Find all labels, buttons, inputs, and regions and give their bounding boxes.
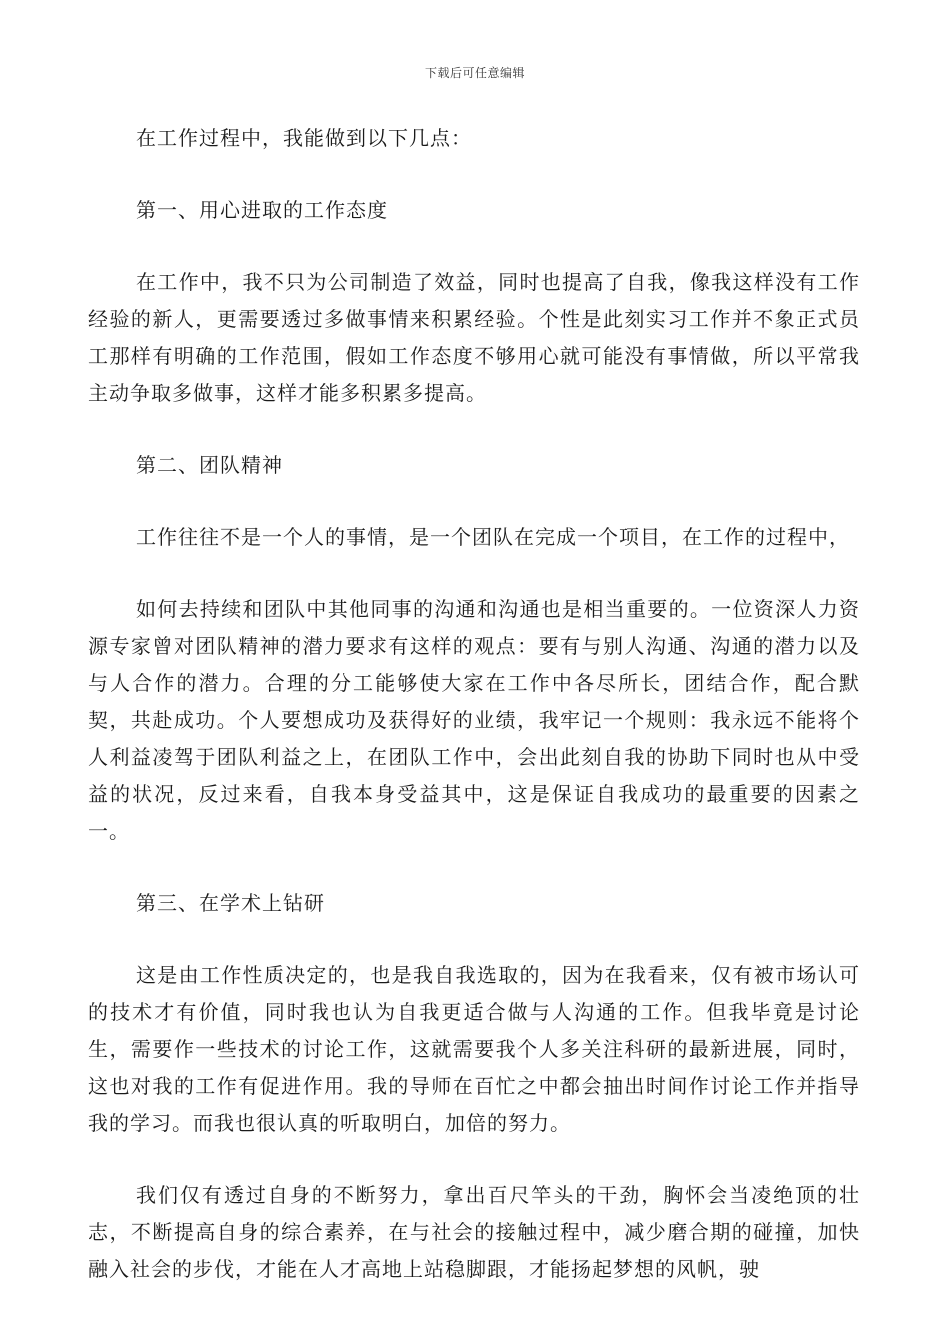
paragraph-conclusion: 我们仅有透过自身的不断努力，拿出百尺竿头的干劲，胸怀会当凌绝顶的壮志，不断提高自身的综合素养，在与社会的接触过程中，减少磨合期的碰撞，加快融入社会的步伐，才能在人才高地上站稳脚跟，才能扬起梦想的风帆，驶 bbox=[88, 1183, 860, 1281]
section-heading-2: 第二、团队精神 bbox=[136, 453, 283, 477]
paragraph-intro: 在工作过程中，我能做到以下几点： bbox=[136, 126, 472, 150]
paragraph-work-attitude: 在工作中，我不只为公司制造了效益，同时也提高了自我，像我这样没有工作经验的新人，更需要透过多做事情来积累经验。个性是此刻实习工作并不象正式员工那样有明确的工作范围，假如工作态度不够用心就可能没有事情做，所以平常我主动争取多做事，这样才能多积累多提高。 bbox=[88, 270, 860, 405]
page-header: 下载后可任意编辑 bbox=[424, 66, 525, 80]
document-body bbox=[88, 120, 860, 1288]
section-heading-1: 第一、用心进取的工作态度 bbox=[136, 198, 388, 222]
paragraph-team-1: 工作往往不是一个人的事情，是一个团队在完成一个项目，在工作的过程中， bbox=[136, 525, 850, 549]
section-heading-3: 第三、在学术上钻研 bbox=[136, 891, 325, 915]
paragraph-research: 这是由工作性质决定的，也是我自我选取的，因为在我看来，仅有被市场认可的技术才有价值，同时我也认为自我更适合做与人沟通的工作。但我毕竟是讨论生，需要作一些技术的讨论工作，这就需要我个人多关注科研的最新进展，同时，这也对我的工作有促进作用。我的导师在百忙之中都会抽出时间作讨论工作并指导我的学习。而我也很认真的听取明白，加倍的努力。 bbox=[88, 963, 860, 1135]
paragraph-team-2: 如何去持续和团队中其他同事的沟通和沟通也是相当重要的。一位资深人力资源专家曾对团队精神的潜力要求有这样的观点：要有与别人沟通、沟通的潜力以及与人合作的潜力。合理的分工能够使大家在工作中各尽所长，团结合作，配合默契，共赴成功。个人要想成功及获得好的业绩，我牢记一个规则：我永远不能将个人利益凌驾于团队利益之上，在团队工作中，会出此刻自我的协助下同时也从中受益的状况，反过来看，自我本身受益其中，这是保证自我成功的最重要的因素之一。 bbox=[88, 597, 860, 843]
